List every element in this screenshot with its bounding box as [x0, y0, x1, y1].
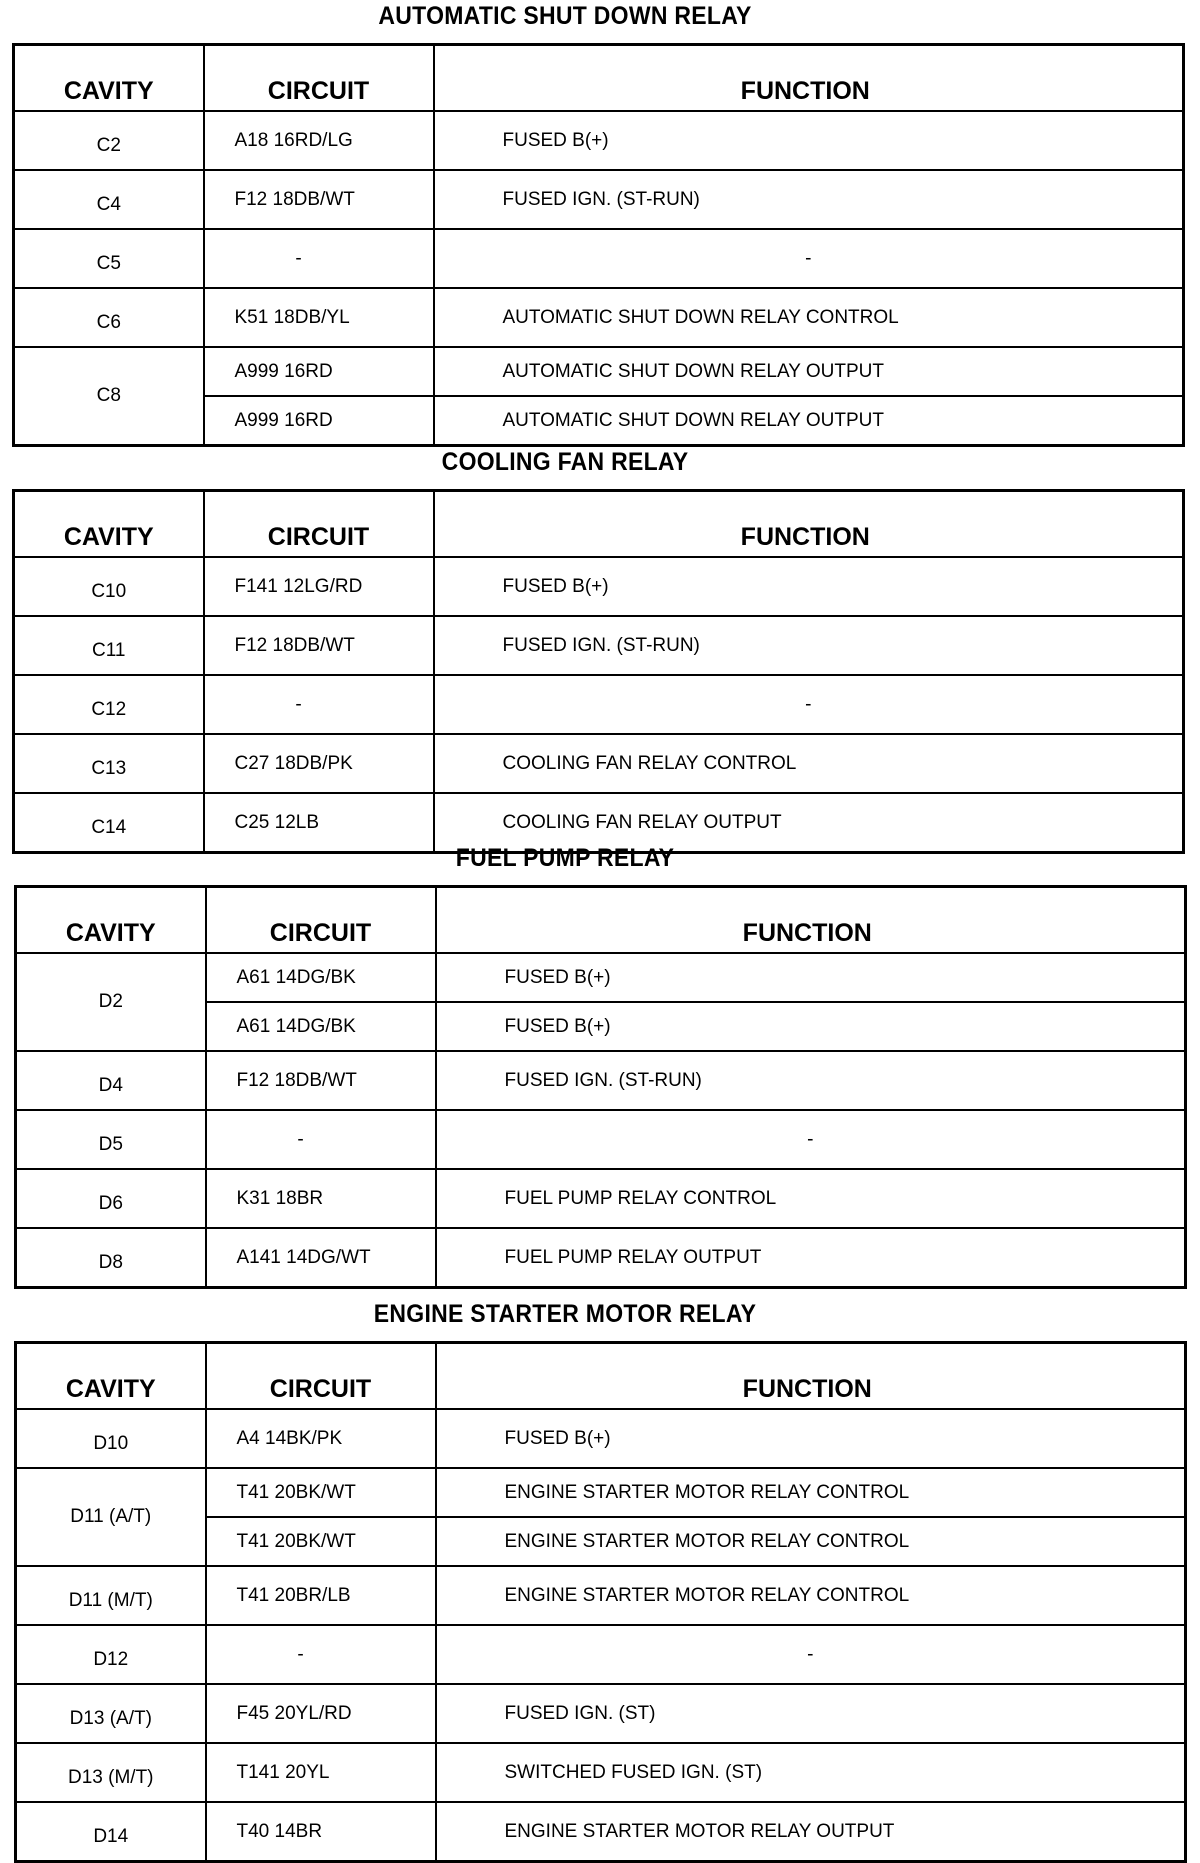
table-row — [14, 111, 1184, 170]
circuit-header: CIRCUIT — [204, 491, 434, 558]
table-row — [16, 1409, 1186, 1468]
circuit-cell: F12 18DB/WT — [206, 1051, 436, 1110]
cavity-cell: C10 — [14, 557, 204, 616]
cavity-cell: D11 (A/T) — [16, 1468, 206, 1566]
circuit-cell: F12 18DB/WT — [204, 170, 434, 229]
section-title: FUEL PUMP RELAY — [455, 844, 675, 872]
function-cell: FUSED B(+) — [436, 953, 1186, 1002]
table-row — [14, 288, 1184, 347]
cavity-cell: C12 — [14, 675, 204, 734]
table-header-row — [16, 887, 1186, 954]
function-header: FUNCTION — [434, 491, 1184, 558]
table-row — [16, 1051, 1186, 1110]
circuit-cell: A999 16RD — [204, 347, 434, 396]
table-row — [14, 734, 1184, 793]
function-cell: AUTOMATIC SHUT DOWN RELAY OUTPUT — [434, 347, 1184, 396]
function-header: FUNCTION — [436, 1343, 1186, 1410]
circuit-cell: - — [206, 1110, 436, 1169]
function-cell: FUSED B(+) — [434, 557, 1184, 616]
cavity-cell: C4 — [14, 170, 204, 229]
function-cell: ENGINE STARTER MOTOR RELAY OUTPUT — [436, 1802, 1186, 1862]
table-row — [14, 347, 1184, 396]
function-cell: - — [434, 229, 1184, 288]
cavity-cell: D11 (M/T) — [16, 1566, 206, 1625]
circuit-cell: A61 14DG/BK — [206, 1002, 436, 1051]
function-header: FUNCTION — [436, 887, 1186, 954]
cavity-cell: D13 (A/T) — [16, 1684, 206, 1743]
circuit-cell: - — [204, 229, 434, 288]
section-title: ENGINE STARTER MOTOR RELAY — [373, 1300, 757, 1328]
section-title: AUTOMATIC SHUT DOWN RELAY — [378, 2, 752, 30]
cavity-cell: C6 — [14, 288, 204, 347]
table-row — [16, 1566, 1186, 1625]
function-cell: FUSED B(+) — [436, 1409, 1186, 1468]
function-cell: FUSED IGN. (ST-RUN) — [436, 1051, 1186, 1110]
circuit-cell: A4 14BK/PK — [206, 1409, 436, 1468]
cavity-header: CAVITY — [14, 45, 204, 112]
table-row — [16, 1468, 1186, 1517]
function-cell: ENGINE STARTER MOTOR RELAY CONTROL — [436, 1566, 1186, 1625]
table-row — [16, 1625, 1186, 1684]
circuit-cell: K51 18DB/YL — [204, 288, 434, 347]
circuit-cell: A61 14DG/BK — [206, 953, 436, 1002]
cavity-cell: C14 — [14, 793, 204, 853]
function-cell: - — [436, 1110, 1186, 1169]
circuit-cell: F141 12LG/RD — [204, 557, 434, 616]
cavity-cell: C5 — [14, 229, 204, 288]
function-cell: FUEL PUMP RELAY OUTPUT — [436, 1228, 1186, 1288]
table-row — [14, 557, 1184, 616]
cavity-cell: D10 — [16, 1409, 206, 1468]
circuit-cell: T41 20BR/LB — [206, 1566, 436, 1625]
table-header-row — [14, 491, 1184, 558]
fuel-pump-relay-table — [14, 885, 1187, 1289]
cavity-cell: D12 — [16, 1625, 206, 1684]
table-row — [14, 616, 1184, 675]
cavity-header: CAVITY — [14, 491, 204, 558]
circuit-cell: T40 14BR — [206, 1802, 436, 1862]
cavity-cell: C2 — [14, 111, 204, 170]
circuit-cell: - — [206, 1625, 436, 1684]
cavity-cell: D13 (M/T) — [16, 1743, 206, 1802]
function-header: FUNCTION — [434, 45, 1184, 112]
function-cell: COOLING FAN RELAY OUTPUT — [434, 793, 1184, 853]
cavity-cell: D4 — [16, 1051, 206, 1110]
cavity-cell: D14 — [16, 1802, 206, 1862]
cavity-header: CAVITY — [16, 887, 206, 954]
function-cell: FUSED IGN. (ST-RUN) — [434, 170, 1184, 229]
circuit-cell: T141 20YL — [206, 1743, 436, 1802]
circuit-header: CIRCUIT — [206, 887, 436, 954]
table-row — [16, 1169, 1186, 1228]
table-row — [16, 953, 1186, 1002]
cavity-cell: D6 — [16, 1169, 206, 1228]
cooling-fan-relay-table — [12, 489, 1185, 854]
table-header-row — [16, 1343, 1186, 1410]
function-cell: AUTOMATIC SHUT DOWN RELAY CONTROL — [434, 288, 1184, 347]
function-cell: - — [434, 675, 1184, 734]
table-row — [14, 170, 1184, 229]
function-cell: FUSED IGN. (ST) — [436, 1684, 1186, 1743]
cavity-cell: D8 — [16, 1228, 206, 1288]
asd-relay-table — [12, 43, 1185, 447]
cavity-cell: C8 — [14, 347, 204, 446]
function-cell: SWITCHED FUSED IGN. (ST) — [436, 1743, 1186, 1802]
table-row — [16, 1228, 1186, 1288]
circuit-header: CIRCUIT — [204, 45, 434, 112]
cavity-header: CAVITY — [16, 1343, 206, 1410]
section-title: COOLING FAN RELAY — [441, 448, 689, 476]
circuit-cell: F12 18DB/WT — [204, 616, 434, 675]
circuit-cell: A141 14DG/WT — [206, 1228, 436, 1288]
function-cell: AUTOMATIC SHUT DOWN RELAY OUTPUT — [434, 396, 1184, 446]
cavity-cell: D2 — [16, 953, 206, 1051]
table-row — [16, 1802, 1186, 1862]
function-cell: - — [436, 1625, 1186, 1684]
table-row — [14, 229, 1184, 288]
circuit-cell: K31 18BR — [206, 1169, 436, 1228]
table-row — [16, 1684, 1186, 1743]
table-header-row — [14, 45, 1184, 112]
table-row — [16, 1743, 1186, 1802]
circuit-cell: T41 20BK/WT — [206, 1468, 436, 1517]
function-cell: COOLING FAN RELAY CONTROL — [434, 734, 1184, 793]
circuit-cell: C25 12LB — [204, 793, 434, 853]
cavity-cell: C11 — [14, 616, 204, 675]
cavity-cell: D5 — [16, 1110, 206, 1169]
table-row — [14, 675, 1184, 734]
table-row — [16, 1110, 1186, 1169]
function-cell: FUSED B(+) — [436, 1002, 1186, 1051]
circuit-cell: T41 20BK/WT — [206, 1517, 436, 1566]
circuit-cell: A999 16RD — [204, 396, 434, 446]
function-cell: ENGINE STARTER MOTOR RELAY CONTROL — [436, 1517, 1186, 1566]
circuit-cell: - — [204, 675, 434, 734]
function-cell: FUSED B(+) — [434, 111, 1184, 170]
function-cell: ENGINE STARTER MOTOR RELAY CONTROL — [436, 1468, 1186, 1517]
function-cell: FUEL PUMP RELAY CONTROL — [436, 1169, 1186, 1228]
circuit-cell: F45 20YL/RD — [206, 1684, 436, 1743]
function-cell: FUSED IGN. (ST-RUN) — [434, 616, 1184, 675]
circuit-cell: C27 18DB/PK — [204, 734, 434, 793]
cavity-cell: C13 — [14, 734, 204, 793]
engine-starter-motor-relay-table — [14, 1341, 1187, 1863]
circuit-cell: A18 16RD/LG — [204, 111, 434, 170]
circuit-header: CIRCUIT — [206, 1343, 436, 1410]
